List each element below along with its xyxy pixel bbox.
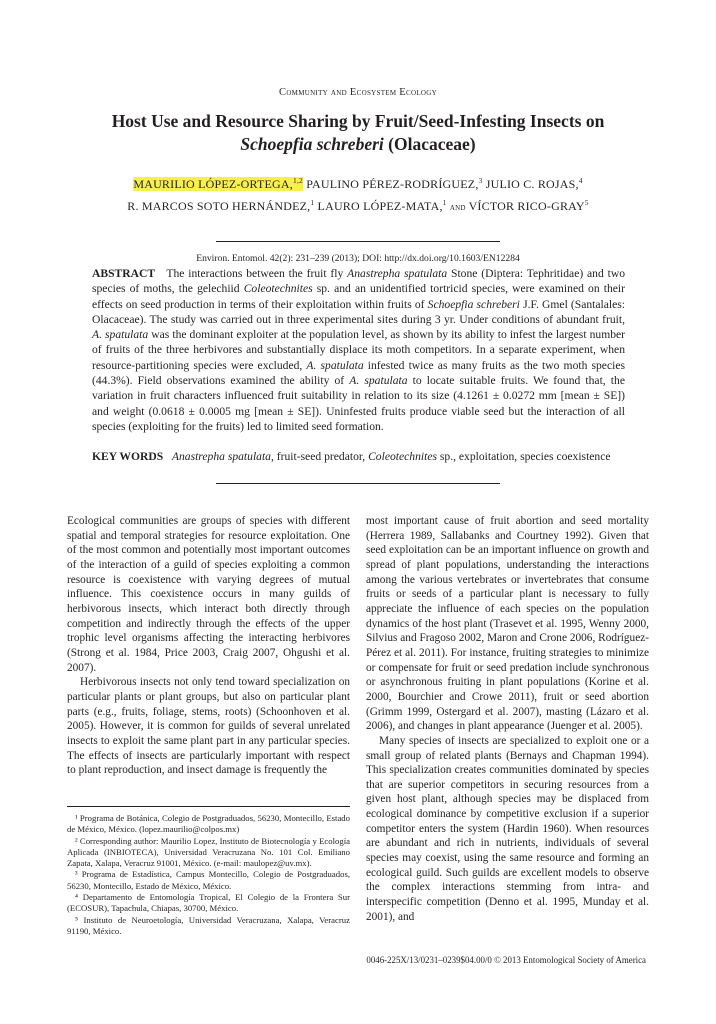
abstract-label: ABSTRACT (92, 267, 156, 280)
body-paragraph: Ecological communities are groups of species with different spatial and temporal strategies for resource exploitation. One of the most common and potentially most important outcomes of the interaction of a guild of species exploiting a common resource is coexistence with varying degrees of mutual influence. This coexistence occurs in many guilds of herbivorous insects, which interact both directly through competition and indirectly through the effects of the upper trophic level organisms affecting the interacting herbivores (Strong et al. 1984, Price 2003, Craig 2007, Ohgushi et al. 2007). (67, 515, 350, 674)
author: JULIO C. ROJAS,$^4$ (485, 176, 583, 191)
title-family: (Olacaceae) (388, 134, 476, 154)
author: PAULINO PÉREZ-RODRÍGUEZ,$^3$ (306, 176, 483, 191)
body-paragraph: Many species of insects are specialized to exploit one or a small group of related plants (Bernays and Chapman 1994). This specialization creates communities dominated by species that are superior competitors in securing resources from a given host plant, although species may be displaced from ecological dominance by competitive exclusion if a superior competitor enters the system (Hardin 1960). When resources are abundant and rich in nutrients, individuals of several species may coexist, using the same resource and forming an ecological guild. Such guilds are excellent models to observe the complex interactions stemming from intra- and interspecific competition (Denno et al. 1995, Munday et al. 2001), and (366, 734, 649, 923)
citation-line: Environ. Entomol. 42(2): 231–239 (2013); DOI: http://dx.doi.org/10.1603/EN12284 (196, 253, 520, 264)
footnote: ⁵ Instituto de Neuroetología, Universidad Veracruzana, Xalapa, Veracruz 91190, México. (67, 914, 350, 936)
footnote: ² Corresponding author: Maurilio Lopez, Instituto de Biotecnología y Ecología Aplicada (INBIOTECA), Universidad Veracruzana No. 101 Col. Emiliano Zapata, Xalapa, Veracruz 91001, México. (e-mail: maulopez@uv.mx). (67, 835, 350, 869)
title-species: Schoepfia schreberi (240, 134, 384, 154)
article-title (50, 110, 666, 156)
body-paragraph: most important cause of fruit abortion and seed mortality (Herrera 1989, Sallabanks and Courtney 1992). Given that seed exploitation can be an important influence on growth and spread of plant populations, understanding the interactions among the various vertebrates or invertebrates that consume fruits or seeds of a particular plant is necessary to fully appreciate the influence of each species on the population dynamics of the host plant (Trasevet et al. 1995, Wenny 2000, Silvius and Fragoso 2002, Maron and Crone 2006, Rodríguez-Pérez et al. 2011). For instance, fruiting strategies to minimize or compensate for fruit or seed predation include synchronous or asynchronous fruiting in plant populations (Korine et al. 2000, Bourchier and Crowe 2011), fruit or seed abortion (Grimm 1999, Ostergard et al. 2007), masting (Lázaro et al. 2006), and changes in plant appearance (Juenger et al. 2005). (366, 515, 649, 733)
footnote-divider (67, 806, 350, 807)
keywords: KEY WORDS Anastrepha spatulata, fruit-seed predator, Coleotechnites sp., exploitation, species coexistence (92, 450, 611, 463)
author: VÍCTOR RICO-GRAY$^5$ (468, 197, 589, 213)
abstract: ABSTRACT The interactions between the fruit fly Anastrepha spatulata Stone (Diptera: Tephritidae) and two species of moths, the gelechiid Coleotechnites sp. and an unidentified tortricid species, were examined on their effects on seed production in terms of their exploitation within fruits of Schoepfia schreberi J.F. Gmel (Santalales: Olacaceae). The study was carried out in three experimental sites during 3 yr. Under conditions of abundant fruit, A. spatulata was the dominant exploiter at the population level, as shown by its ability to infest the largest number of fruits of the three herbivores and substantially displace its moth competitors. In a separate experiment, when resource-partitioning species were excluded, A. spatulata infested twice as many fruits as the two moth species (44.3%). Field observations examined the ability of A. spatulata to locate suitable fruits. We found that, the variation in fruit characters influenced fruit suitability in relation to its size (4.1261 ± 0.0272 mm [mean ± SE]) and weight (0.0618 ± 0.0005 mg [mean ± SE]). Uninfested fruits produce viable seed but the interaction of all species (exploiting for the fruits) led to limited seed formation. (92, 267, 626, 433)
author-line-2 (40, 194, 676, 217)
body-paragraph: Herbivorous insects not only tend toward specialization on particular plants or plant groups, but also on particular plant parts (e.g., fruits, foliage, stems, roots) (Schoonhoven et al. 2005). However, it is common for guilds of several unrelated insects to exploit the same plant part in any particular species. The effects of insects are particularly important with respect to plant reproduction, and insect damage is frequently the (67, 676, 350, 777)
body-column-right (366, 514, 649, 924)
author: R. MARCOS SOTO HERNÁNDEZ,$^1$ (127, 197, 315, 213)
title-line-2 (50, 133, 666, 156)
author-line-1 (40, 172, 676, 194)
divider-bottom (216, 483, 500, 484)
section-heading: Community and Ecosystem Ecology (279, 87, 437, 98)
copyright-footer: 0046-225X/13/0231–0239$04.00/0 © 2013 Entomological Society of America (366, 955, 646, 965)
author-list (40, 172, 676, 216)
author: LAURO LÓPEZ-MATA,$^1$ (317, 197, 447, 213)
footnote: ³ Programa de Estadística, Campus Montecillo, Colegio de Postgraduados, 56230, Montecillo, Estado de México, México. (67, 869, 350, 891)
title-line-1: Host Use and Resource Sharing by Fruit/Seed-Infesting Insects on (111, 111, 605, 131)
divider-top (216, 241, 500, 242)
footnote: ⁴ Departamento de Entomología Tropical, El Colegio de la Frontera Sur (ECOSUR), Tapachula, Chiapas, 30700, México. (67, 892, 350, 914)
footnote: ¹ Programa de Botánica, Colegio de Postgraduados, 56230, Montecillo, Estado de México, México. (lopez.maurilio@colpos.mx) (67, 813, 350, 835)
keywords-label: KEY WORDS (92, 450, 164, 463)
author-conjunction: and (449, 201, 466, 213)
body-column-left (67, 514, 350, 778)
footnotes (67, 813, 350, 937)
highlighted-author: MAURILIO LÓPEZ-ORTEGA,$^{1,2}$ (133, 176, 303, 191)
